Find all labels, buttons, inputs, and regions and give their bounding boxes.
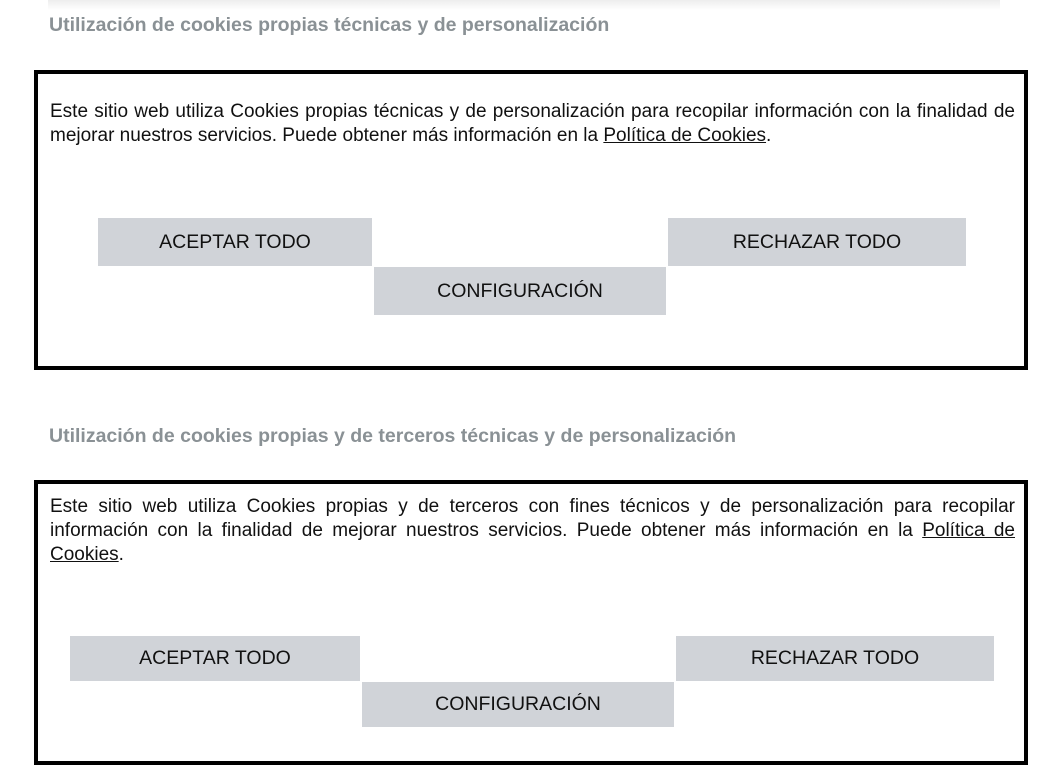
cookie-banner-message: [50, 495, 1015, 567]
cookie-message-text: Este sitio web utiliza Cookies propias y de terceros con fines técnicos y de personalización para recopilar información con la finalidad de mejorar nuestros servicios. Puede obtener más información en la: [50, 496, 1015, 541]
cookie-banner-technical: [34, 70, 1028, 370]
cookie-banner-message: [50, 100, 1015, 148]
reject-all-button[interactable]: RECHAZAR TODO: [668, 218, 966, 266]
reject-all-button[interactable]: RECHAZAR TODO: [676, 636, 994, 681]
top-faded-strip: [48, 0, 1000, 10]
cookie-banner-third-party: [34, 480, 1028, 765]
accept-all-button[interactable]: ACEPTAR TODO: [70, 636, 360, 681]
cookie-message-period: .: [766, 125, 772, 146]
cookie-message-text: Este sitio web utiliza Cookies propias técnicas y de personalización para recopilar información con la finalidad de mejorar nuestros servicios. Puede obtener más información en la: [50, 101, 1015, 146]
configuration-button[interactable]: CONFIGURACIÓN: [362, 682, 674, 727]
configuration-button[interactable]: CONFIGURACIÓN: [374, 267, 666, 315]
cookie-message-period: .: [118, 544, 124, 565]
cookie-policy-link[interactable]: Política de Cookies: [50, 520, 1015, 565]
accept-all-button[interactable]: ACEPTAR TODO: [98, 218, 372, 266]
section-heading-technical-cookies: Utilización de cookies propias técnicas y de personalización: [49, 14, 610, 36]
cookie-policy-link[interactable]: Política de Cookies: [603, 125, 767, 146]
section-heading-third-party-cookies: Utilización de cookies propias y de terceros técnicas y de personalización: [49, 425, 737, 447]
